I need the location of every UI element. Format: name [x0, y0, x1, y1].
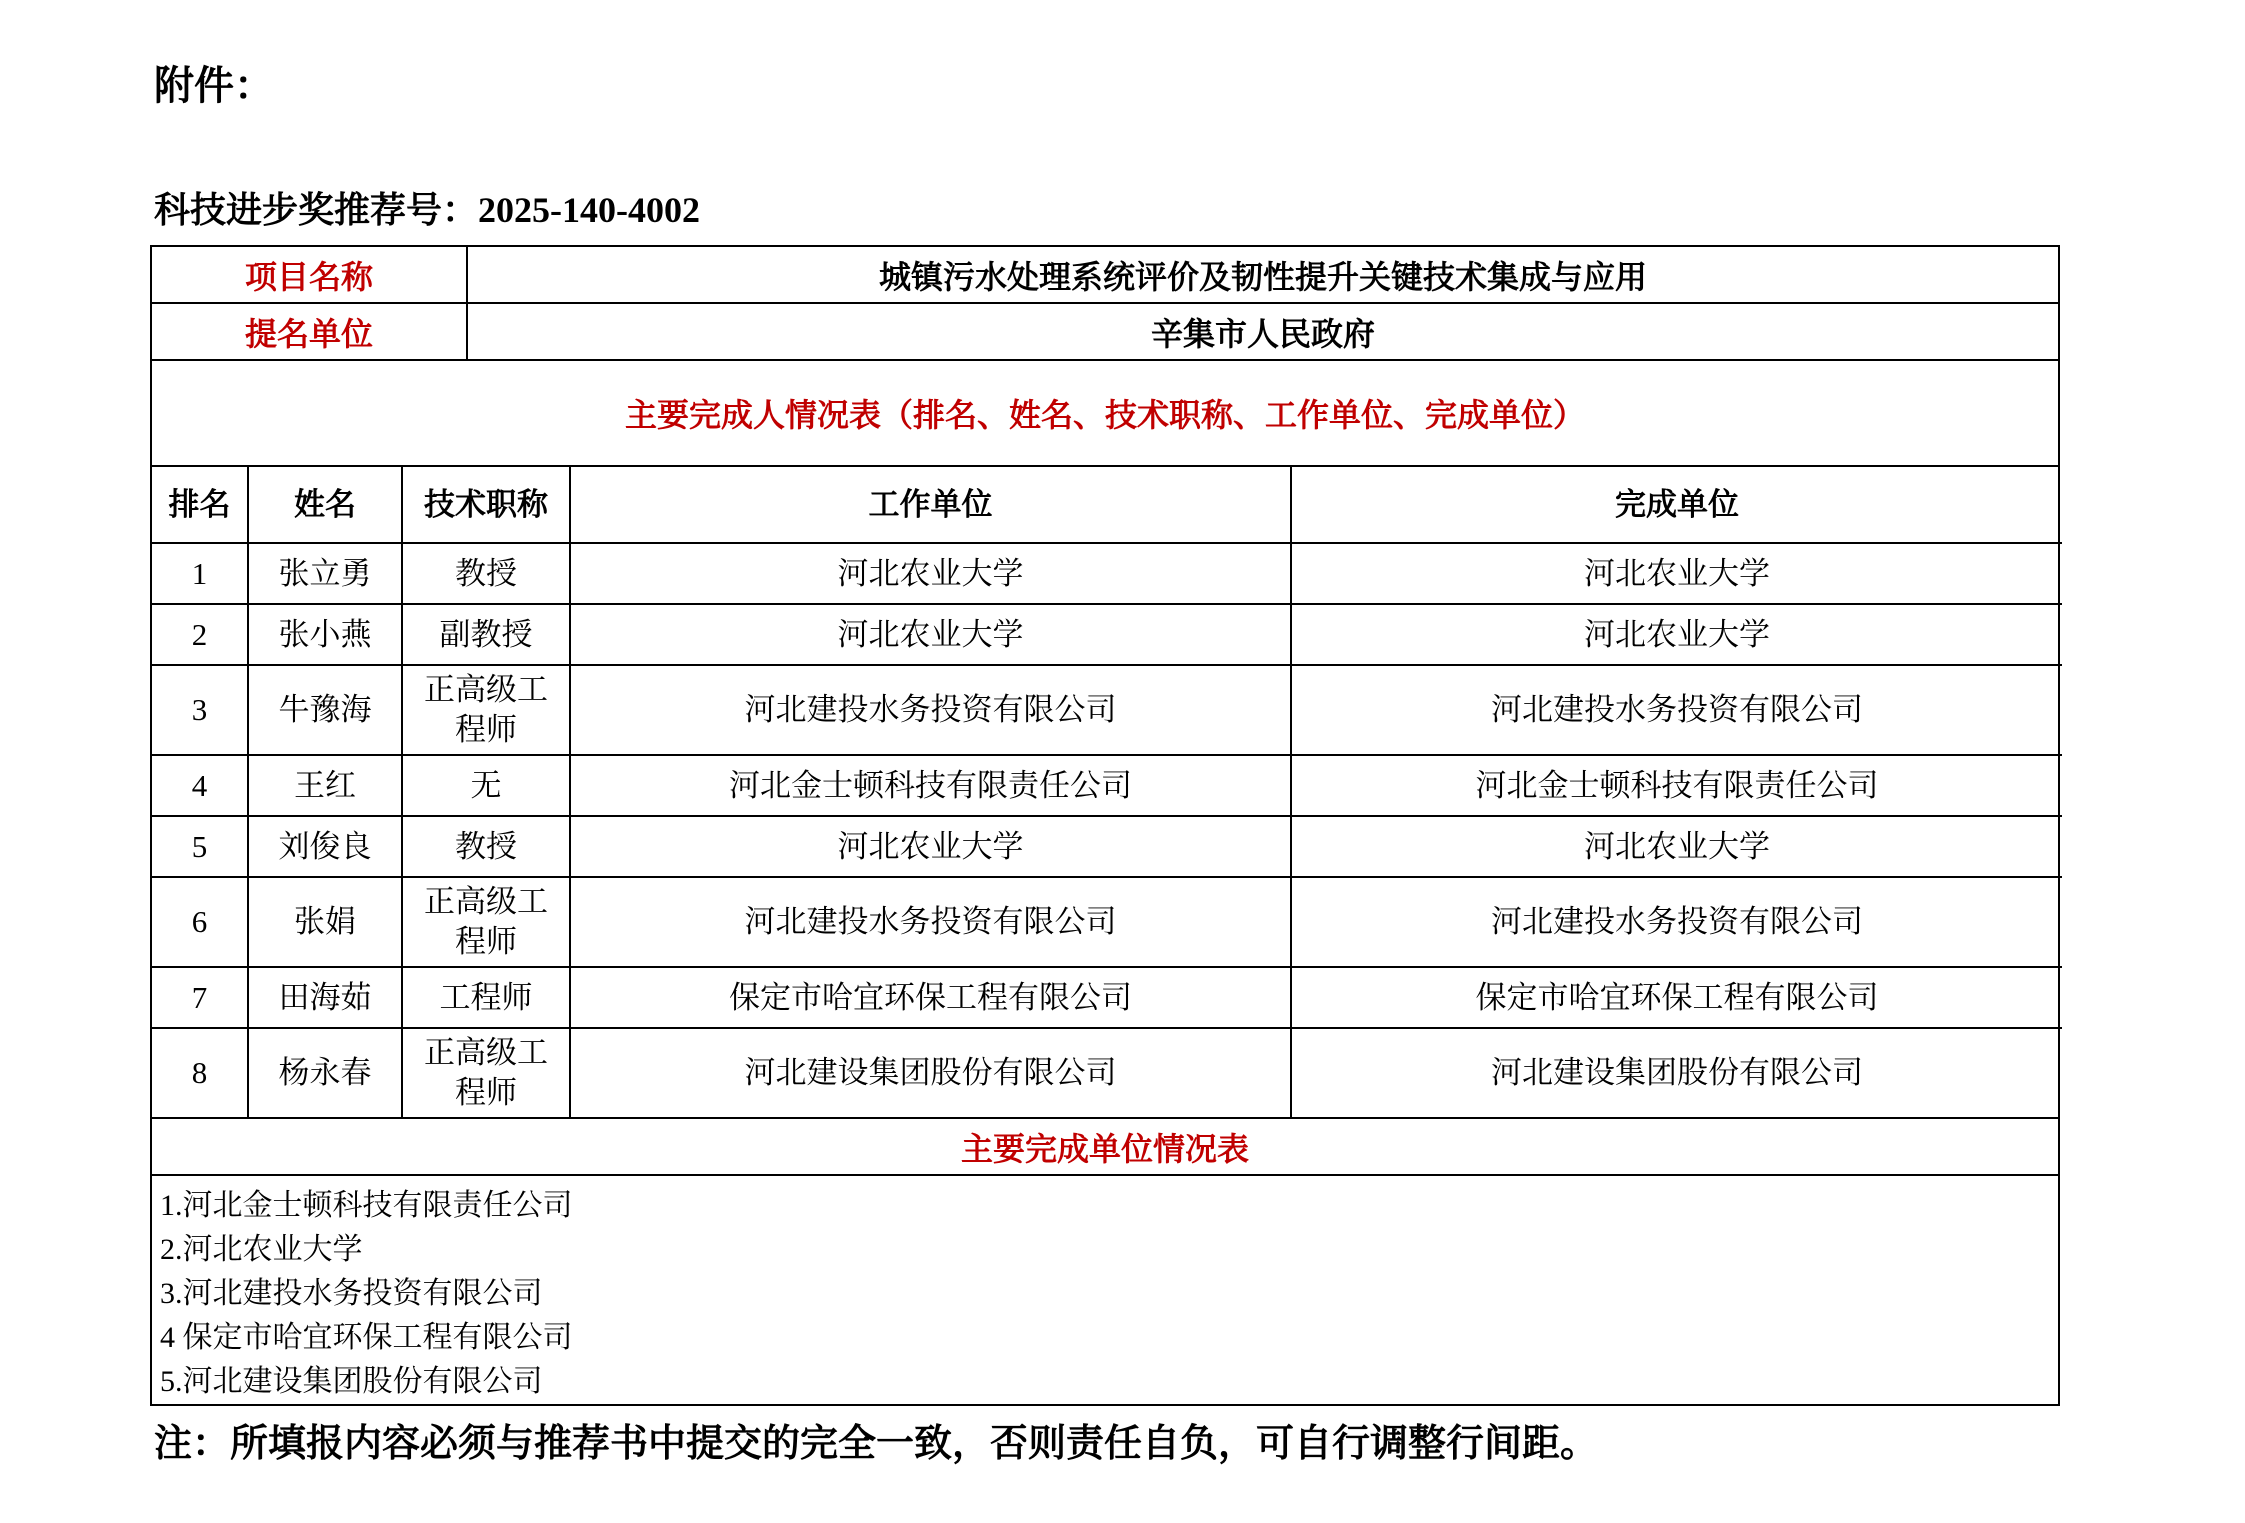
- unit-item: 2.河北农业大学: [160, 1233, 363, 1266]
- cell-title: 教授: [402, 543, 570, 604]
- note-text: 注：所填报内容必须与推荐书中提交的完全一致，否则责任自负，可自行调整行间距。: [154, 1423, 1599, 1465]
- project-name-label: 项目名称: [152, 247, 468, 302]
- cell-work-unit: 河北农业大学: [570, 543, 1291, 604]
- cell-rank: 1: [152, 543, 248, 604]
- cell-work-unit: 河北金士顿科技有限责任公司: [570, 755, 1291, 816]
- table-row: [152, 543, 2062, 604]
- units-list: [152, 1176, 2058, 1404]
- cell-title: 工程师: [402, 967, 570, 1028]
- cell-work-unit: 河北农业大学: [570, 604, 1291, 665]
- cell-completing-unit: 河北建投水务投资有限公司: [1291, 665, 2062, 755]
- project-name-value: 城镇污水处理系统评价及韧性提升关键技术集成与应用: [878, 258, 1647, 295]
- cell-name: 田海茹: [248, 967, 402, 1028]
- award-table: [150, 245, 2060, 1406]
- nominating-unit-label: 提名单位: [152, 304, 468, 359]
- table-row: [152, 755, 2062, 816]
- cell-title: 副教授: [402, 604, 570, 665]
- cell-completing-unit: 河北金士顿科技有限责任公司: [1291, 755, 2062, 816]
- units-table-title: 主要完成单位情况表: [152, 1117, 2058, 1176]
- completers-header-row: [152, 467, 2062, 543]
- header-work-unit: 工作单位: [570, 467, 1291, 543]
- completers-table: [152, 467, 2062, 1117]
- cell-title: 教授: [402, 816, 570, 877]
- table-row: [152, 665, 2062, 755]
- cell-rank: 5: [152, 816, 248, 877]
- recommendation-line: [154, 188, 2245, 232]
- unit-item: 3.河北建投水务投资有限公司: [160, 1277, 543, 1310]
- recommendation-number: 2025-140-4002: [478, 190, 700, 230]
- cell-rank: 2: [152, 604, 248, 665]
- cell-rank: 8: [152, 1028, 248, 1117]
- cell-completing-unit: 保定市哈宜环保工程有限公司: [1291, 967, 2062, 1028]
- cell-work-unit: 河北农业大学: [570, 816, 1291, 877]
- header-completing-unit: 完成单位: [1291, 467, 2062, 543]
- table-row: [152, 1028, 2062, 1117]
- cell-work-unit: 河北建设集团股份有限公司: [570, 1028, 1291, 1117]
- cell-work-unit: 河北建投水务投资有限公司: [570, 877, 1291, 967]
- cell-rank: 3: [152, 665, 248, 755]
- cell-name: 张娟: [248, 877, 402, 967]
- unit-item: 1.河北金士顿科技有限责任公司: [160, 1189, 573, 1222]
- table-row: [152, 967, 2062, 1028]
- cell-name: 牛豫海: [248, 665, 402, 755]
- cell-completing-unit: 河北农业大学: [1291, 604, 2062, 665]
- cell-title: 正高级工程师: [402, 1028, 570, 1117]
- cell-completing-unit: 河北农业大学: [1291, 543, 2062, 604]
- project-name-row: [152, 247, 2058, 304]
- header-name: 姓名: [248, 467, 402, 543]
- cell-rank: 6: [152, 877, 248, 967]
- recommendation-label: 科技进步奖推荐号：: [154, 190, 479, 230]
- completers-table-title: 主要完成人情况表（排名、姓名、技术职称、工作单位、完成单位）: [152, 361, 2058, 467]
- cell-name: 张立勇: [248, 543, 402, 604]
- table-row: [152, 816, 2062, 877]
- cell-title: 正高级工程师: [402, 665, 570, 755]
- cell-name: 张小燕: [248, 604, 402, 665]
- nominating-unit-row: [152, 304, 2058, 361]
- table-row: [152, 604, 2062, 665]
- unit-item: 4 保定市哈宜环保工程有限公司: [160, 1321, 573, 1354]
- attachment-label: 附件：: [154, 63, 274, 108]
- nominating-unit-value: 辛集市人民政府: [1150, 315, 1375, 352]
- cell-completing-unit: 河北建投水务投资有限公司: [1291, 877, 2062, 967]
- cell-rank: 7: [152, 967, 248, 1028]
- cell-name: 王红: [248, 755, 402, 816]
- unit-item: 5.河北建设集团股份有限公司: [160, 1365, 543, 1398]
- cell-title: 正高级工程师: [402, 877, 570, 967]
- cell-title: 无: [402, 755, 570, 816]
- cell-completing-unit: 河北建设集团股份有限公司: [1291, 1028, 2062, 1117]
- cell-rank: 4: [152, 755, 248, 816]
- header-rank: 排名: [152, 467, 248, 543]
- cell-completing-unit: 河北农业大学: [1291, 816, 2062, 877]
- cell-work-unit: 保定市哈宜环保工程有限公司: [570, 967, 1291, 1028]
- cell-work-unit: 河北建投水务投资有限公司: [570, 665, 1291, 755]
- cell-name: 杨永春: [248, 1028, 402, 1117]
- cell-name: 刘俊良: [248, 816, 402, 877]
- header-title: 技术职称: [402, 467, 570, 543]
- table-row: [152, 877, 2062, 967]
